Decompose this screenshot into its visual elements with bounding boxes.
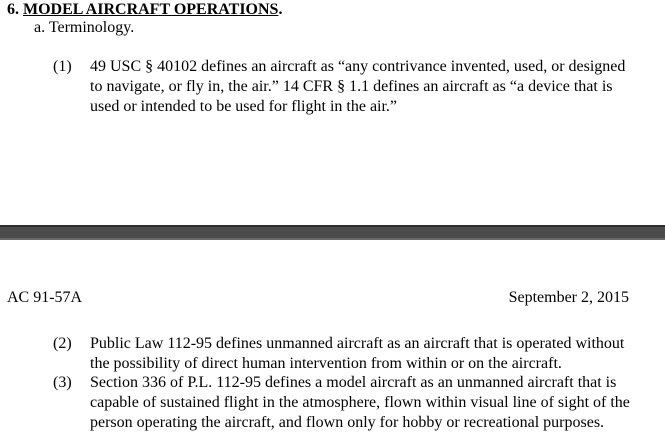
paragraph-text: Section 336 of P.L. 112-95 defines a model aircraft as an unmanned aircraft that is capable of sustained flight in the atmosphere, flown within visual line of sight of the person operating the aircraft, and flown only for hobby or recreational purposes. [90,374,630,431]
paragraph-number: (2) [53,335,72,352]
section-title: MODEL AIRCRAFT OPERATIONS [23,1,279,18]
paragraph-3 [53,373,643,433]
paragraph-1 [53,57,643,117]
paragraph-2 [53,334,643,374]
paragraph-number: (1) [53,58,72,75]
paragraph-number: (3) [53,374,72,391]
paragraph-text: Public Law 112-95 defines unmanned aircraft as an aircraft that is operated without the possibility of direct human intervention from within or on the aircraft. [90,335,625,372]
section-heading [7,1,282,19]
subsection-label: a. [34,19,46,36]
document-date: September 2, 2015 [508,289,629,306]
section-title-period: . [278,1,283,18]
subsection-heading [34,18,134,38]
section-number: 6. [7,1,19,18]
page-break-divider [0,225,665,240]
subsection-title: Terminology. [48,19,135,36]
paragraph-text: 49 USC § 40102 defines an aircraft as “any contrivance invented, used, or designed to navigate, or fly in, the air.” 14 CFR § 1.1 defines an aircraft as “a device that is used or intended to be used for flight in the air.” [90,58,626,115]
document-id: AC 91-57A [7,289,83,306]
